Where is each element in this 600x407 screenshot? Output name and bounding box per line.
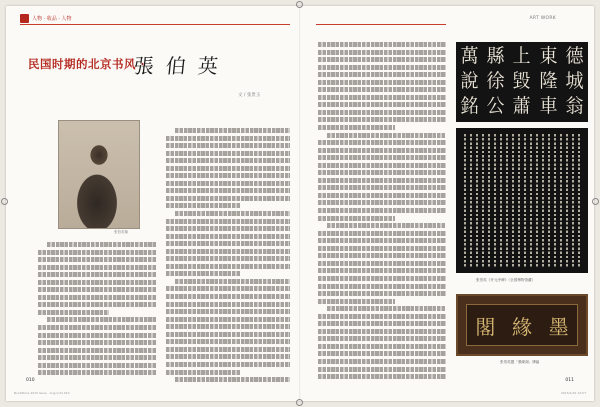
glyph: 城 — [565, 70, 584, 92]
glyph: 縣 — [486, 45, 505, 67]
header-rule-right — [316, 24, 446, 25]
body-text-column-2 — [166, 128, 290, 382]
seal-script-calligraphy — [456, 42, 588, 122]
glyph: 德 — [565, 45, 584, 67]
registration-mark-icon — [296, 399, 303, 406]
glyph: 說 — [460, 70, 479, 92]
glyph: 翁 — [565, 95, 584, 117]
glyph: 銘 — [460, 95, 479, 117]
registration-mark-icon — [592, 198, 599, 205]
page-number-left: 010 — [26, 378, 35, 383]
glyph: 毀 — [512, 70, 532, 92]
page-number-right: 011 — [565, 378, 574, 383]
section-header — [20, 14, 72, 23]
glyph: 公 — [486, 95, 505, 117]
section-label: 人物 · 收品 · 人物 — [32, 16, 72, 22]
print-slug-left: BookStore 2015 Issue · Ang.indd 010 — [14, 391, 70, 395]
glyph: 車 — [539, 95, 558, 117]
header-rule-left — [20, 24, 290, 25]
page-gutter — [299, 6, 301, 401]
registration-mark-icon — [296, 1, 303, 8]
moyuan-plaque — [456, 294, 588, 356]
glyph: 上 — [512, 45, 532, 67]
photo-caption: 张伯英像 — [114, 230, 128, 234]
article-title: 民国时期的北京书风 · — [28, 57, 146, 71]
registration-mark-icon — [1, 198, 8, 205]
glyph: 東 — [539, 45, 558, 67]
section-label-right: ART WORK — [529, 16, 556, 21]
body-text-column-1 — [38, 242, 156, 382]
calligraphy-row-3 — [460, 95, 584, 117]
title-calligraphy: 張伯英 — [132, 54, 232, 78]
print-slug-right: 2015/1/22 14:57 — [561, 391, 586, 395]
body-text-column-3 — [318, 42, 446, 382]
section-badge-icon — [20, 14, 29, 23]
glyph: 萬 — [460, 45, 479, 67]
plaque-glyph: 墨 — [548, 314, 569, 339]
plaque-caption: 张伯英题「墨缘阁」牌匾 — [500, 360, 540, 364]
byline: 文 / 张贵玉 — [238, 93, 261, 98]
calligraphy-row-2 — [460, 70, 584, 92]
plaque-glyph: 緣 — [511, 314, 532, 339]
plaque-glyph: 閣 — [475, 314, 496, 339]
calligraphy-rubbing — [456, 128, 588, 273]
glyph: 蕭 — [512, 95, 532, 117]
portrait-photo — [58, 120, 140, 229]
plaque-inscription — [466, 304, 578, 346]
calligraphy-caption: 张伯英《开元寺碑》（全国博物馆藏） — [476, 278, 536, 282]
calligraphy-row-1 — [460, 45, 584, 67]
magazine-spread — [6, 6, 594, 401]
glyph: 徐 — [486, 70, 505, 92]
glyph: 隆 — [539, 70, 558, 92]
